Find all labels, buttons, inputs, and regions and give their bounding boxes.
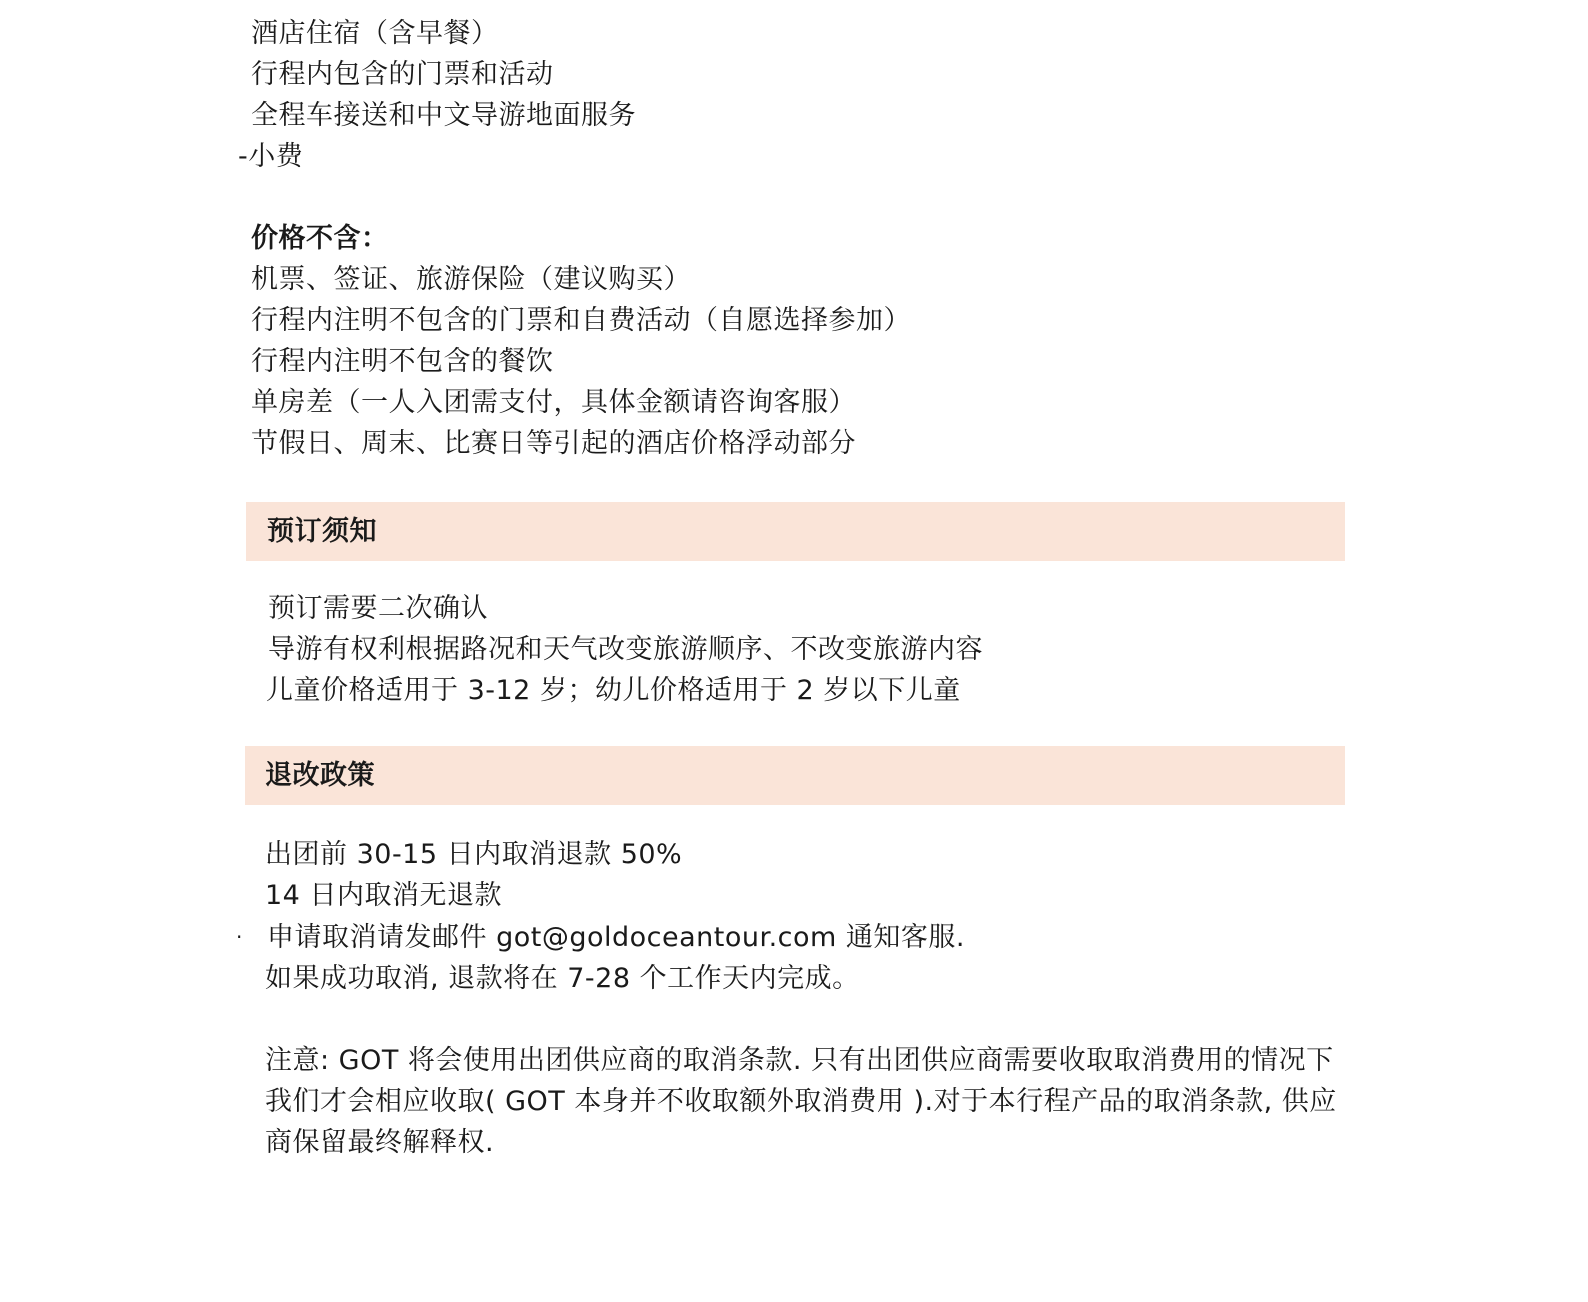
refund-note-line: 商保留最终解释权. <box>265 1127 495 1158</box>
excluded-item: 节假日、周末、比赛日等引起的酒店价格浮动部分 <box>251 428 856 459</box>
refund-item-email: 申请取消请发邮件 got@goldoceantour.com 通知客服. <box>267 922 966 953</box>
excluded-item: 行程内注明不包含的门票和自费活动（自愿选择参加） <box>251 305 911 336</box>
booking-section-header <box>246 502 1345 561</box>
refund-note-line: 注意: GOT 将会使用出团供应商的取消条款. 只有出团供应商需要收取取消费用的情况下 <box>265 1045 1334 1076</box>
booking-section-title: 预订须知 <box>267 516 377 547</box>
included-item: 酒店住宿（含早餐） <box>251 18 499 49</box>
excluded-item: 单房差（一人入团需支付，具体金额请咨询客服） <box>251 387 856 418</box>
excluded-item: 行程内注明不包含的餐饮 <box>251 346 554 377</box>
refund-item: 出团前 30-15 日内取消退款 50% <box>265 839 683 870</box>
refund-section-title: 退改政策 <box>265 760 375 791</box>
included-item: 行程内包含的门票和活动 <box>251 59 554 90</box>
refund-note-line: 我们才会相应收取( GOT 本身并不收取额外取消费用 ).对于本行程产品的取消条款, 供应 <box>265 1086 1337 1117</box>
refund-bullet: · <box>236 925 243 949</box>
booking-item: 预订需要二次确认 <box>268 593 488 624</box>
refund-item: 如果成功取消, 退款将在 7-28 个工作天内完成。 <box>265 963 860 994</box>
included-item: -小费 <box>238 141 304 172</box>
booking-item: 导游有权利根据路况和天气改变旅游顺序、不改变旅游内容 <box>268 634 983 665</box>
refund-section-header <box>245 746 1345 805</box>
refund-item: 14 日内取消无退款 <box>265 880 502 911</box>
included-item: 全程车接送和中文导游地面服务 <box>251 100 636 131</box>
booking-item: 儿童价格适用于 3-12 岁；幼儿价格适用于 2 岁以下儿童 <box>266 675 961 706</box>
excluded-item: 机票、签证、旅游保险（建议购买） <box>251 264 691 295</box>
excluded-title: 价格不含： <box>251 223 389 254</box>
